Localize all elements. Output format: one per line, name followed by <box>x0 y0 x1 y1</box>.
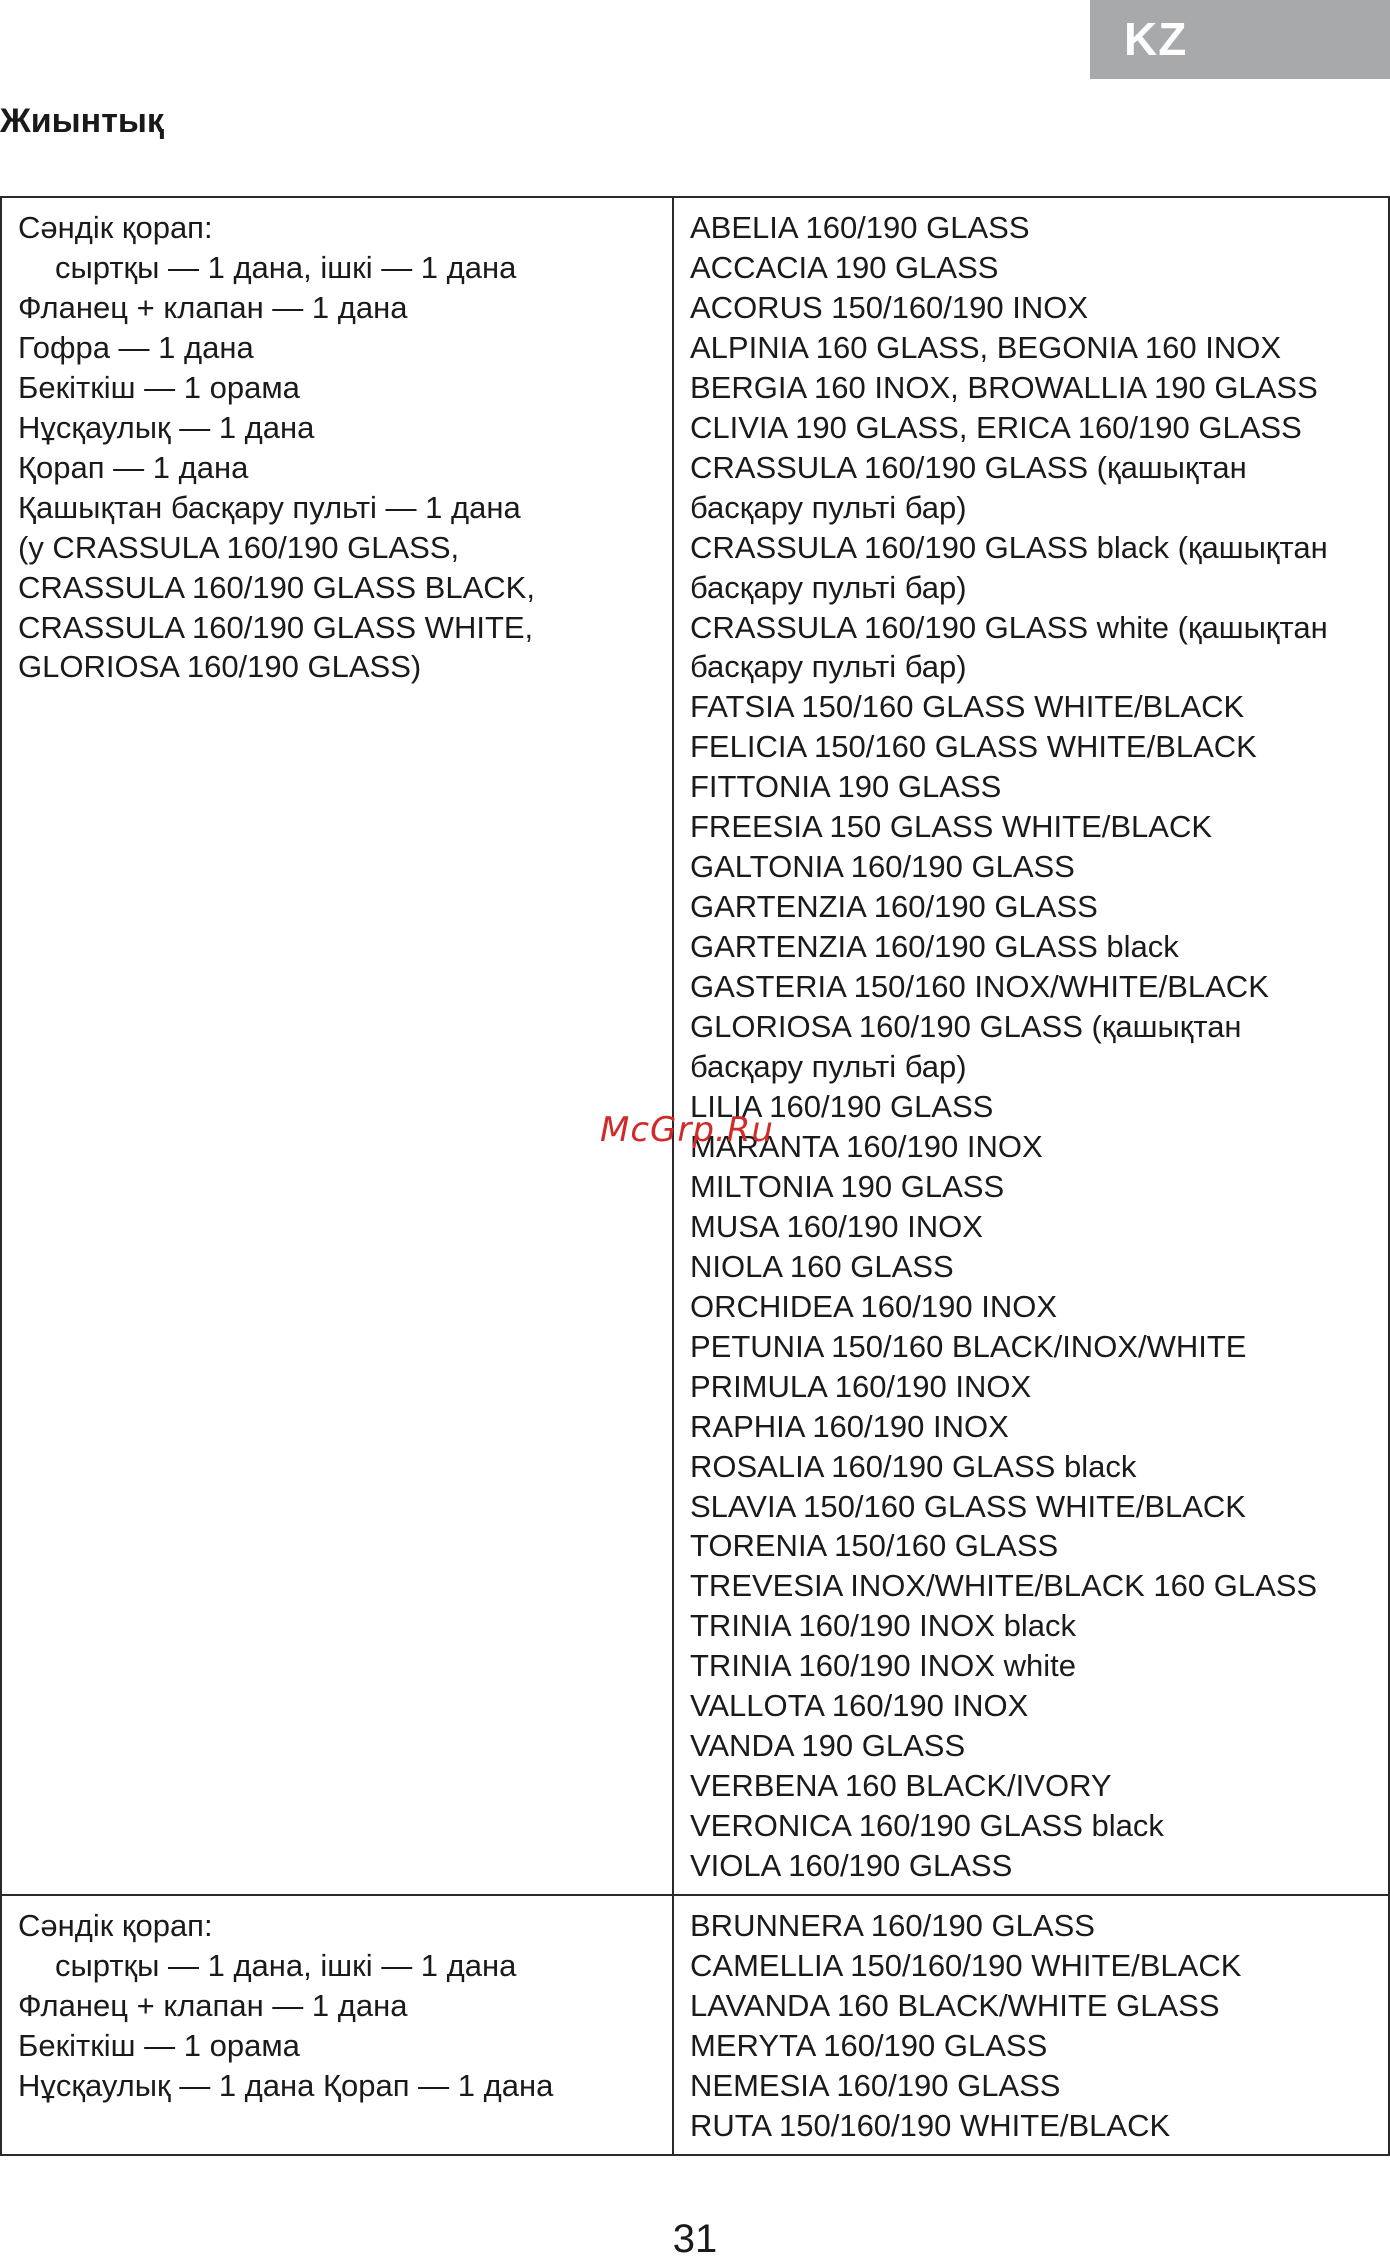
model-line: FELICIA 150/160 GLASS WHITE/BLACK <box>690 729 1257 765</box>
table-row <box>1 197 1389 1895</box>
table-row <box>1 1895 1389 2155</box>
model-line: FITTONIA 190 GLASS <box>690 769 1002 805</box>
watermark: McGrp.Ru <box>600 1110 774 1150</box>
model-line: NIOLA 160 GLASS <box>690 1248 954 1284</box>
section-title: Жиынтық <box>0 102 164 140</box>
model-line: GLORIOSA 160/190 GLASS (қашықтан <box>690 1009 1242 1045</box>
model-line: PRIMULA 160/190 INOX <box>690 1368 1032 1404</box>
model-line: CAMELLIA 150/160/190 WHITE/BLACK <box>690 1947 1242 1983</box>
model-line: басқару пульті бар) <box>690 569 967 605</box>
contents-line: GLORIOSA 160/190 GLASS) <box>18 649 422 685</box>
model-line: ORCHIDEA 160/190 INOX <box>690 1288 1057 1324</box>
model-line: BERGIA 160 INOX, BROWALLIA 190 GLASS <box>690 369 1318 405</box>
model-line: LAVANDA 160 BLACK/WHITE GLASS <box>690 1987 1220 2023</box>
model-line: басқару пульті бар) <box>690 1049 967 1085</box>
contents-line: сыртқы — 1 дана, ішкі — 1 дана <box>55 249 517 285</box>
model-line: VERBENA 160 BLACK/IVORY <box>690 1768 1112 1804</box>
model-line: SLAVIA 150/160 GLASS WHITE/BLACK <box>690 1488 1246 1524</box>
model-line: GARTENZIA 160/190 GLASS <box>690 889 1098 925</box>
model-line: GARTENZIA 160/190 GLASS black <box>690 929 1179 965</box>
contents-cell <box>1 197 673 1895</box>
model-line: CLIVIA 190 GLASS, ERICA 160/190 GLASS <box>690 409 1302 445</box>
model-line: FREESIA 150 GLASS WHITE/BLACK <box>690 809 1213 845</box>
contents-line: Фланец + клапан — 1 дана <box>18 1987 408 2023</box>
language-tab: KZ <box>1090 0 1390 79</box>
model-line: басқару пульті бар) <box>690 649 967 685</box>
contents-line: Гофра — 1 дана <box>18 329 254 365</box>
model-line: ALPINIA 160 GLASS, BEGONIA 160 INOX <box>690 329 1282 365</box>
kit-table <box>0 196 1390 2156</box>
model-line: PETUNIA 150/160 BLACK/INOX/WHITE <box>690 1328 1247 1364</box>
model-line: ACORUS 150/160/190 INOX <box>690 289 1089 325</box>
contents-line: Фланец + клапан — 1 дана <box>18 289 408 325</box>
model-line: MILTONIA 190 GLASS <box>690 1168 1005 1204</box>
model-line: MUSA 160/190 INOX <box>690 1208 983 1244</box>
contents-line: Бекіткіш — 1 орама <box>18 369 300 405</box>
model-line: GASTERIA 150/160 INOX/WHITE/BLACK <box>690 969 1269 1005</box>
model-line: VERONICA 160/190 GLASS black <box>690 1808 1164 1844</box>
contents-line: Нұсқаулық — 1 дана Қорап — 1 дана <box>18 2067 554 2103</box>
model-line: TORENIA 150/160 GLASS <box>690 1528 1059 1564</box>
models-cell <box>673 197 1389 1895</box>
model-line: BRUNNERA 160/190 GLASS <box>690 1908 1095 1944</box>
model-line: MERYTA 160/190 GLASS <box>690 2027 1048 2063</box>
model-line: ACCACIA 190 GLASS <box>690 249 999 285</box>
model-line: MARANTA 160/190 INOX <box>690 1128 1043 1164</box>
model-line: CRASSULA 160/190 GLASS white (қашықтан <box>690 609 1328 645</box>
contents-line: Бекіткіш — 1 орама <box>18 2027 300 2063</box>
model-line: VIOLA 160/190 GLASS <box>690 1848 1013 1884</box>
model-line: CRASSULA 160/190 GLASS (қашықтан <box>690 449 1247 485</box>
model-line: CRASSULA 160/190 GLASS black (қашықтан <box>690 529 1328 565</box>
model-line: LILIA 160/190 GLASS <box>690 1088 994 1124</box>
model-line: RUTA 150/160/190 WHITE/BLACK <box>690 2107 1171 2143</box>
models-cell <box>673 1895 1389 2155</box>
contents-line: (у CRASSULA 160/190 GLASS, <box>18 529 460 565</box>
model-line: FATSIA 150/160 GLASS WHITE/BLACK <box>690 689 1245 725</box>
model-line: VALLOTA 160/190 INOX <box>690 1688 1029 1724</box>
contents-line: Қашықтан басқару пульті — 1 дана <box>18 489 521 525</box>
contents-line: Сәндік қорап: <box>18 1908 213 1944</box>
model-line: TRINIA 160/190 INOX black <box>690 1608 1076 1644</box>
model-line: NEMESIA 160/190 GLASS <box>690 2067 1061 2103</box>
model-line: TREVESIA INOX/WHITE/BLACK 160 GLASS <box>690 1568 1318 1604</box>
contents-line: Сәндік қорап: <box>18 210 213 245</box>
contents-line: Нұсқаулық — 1 дана <box>18 409 315 445</box>
model-line: басқару пульті бар) <box>690 489 967 525</box>
model-line: ABELIA 160/190 GLASS <box>690 210 1030 245</box>
model-line: VANDA 190 GLASS <box>690 1728 966 1764</box>
model-line: RAPHIA 160/190 INOX <box>690 1408 1009 1444</box>
contents-line: сыртқы — 1 дана, ішкі — 1 дана <box>55 1947 517 1983</box>
contents-line: CRASSULA 160/190 GLASS WHITE, <box>18 609 534 645</box>
model-line: ROSALIA 160/190 GLASS black <box>690 1448 1137 1484</box>
contents-line: CRASSULA 160/190 GLASS BLACK, <box>18 569 535 605</box>
contents-cell <box>1 1895 673 2155</box>
contents-line: Қорап — 1 дана <box>18 449 249 485</box>
model-line: TRINIA 160/190 INOX white <box>690 1648 1076 1684</box>
page-number: 31 <box>672 2217 718 2261</box>
model-line: GALTONIA 160/190 GLASS <box>690 849 1075 885</box>
